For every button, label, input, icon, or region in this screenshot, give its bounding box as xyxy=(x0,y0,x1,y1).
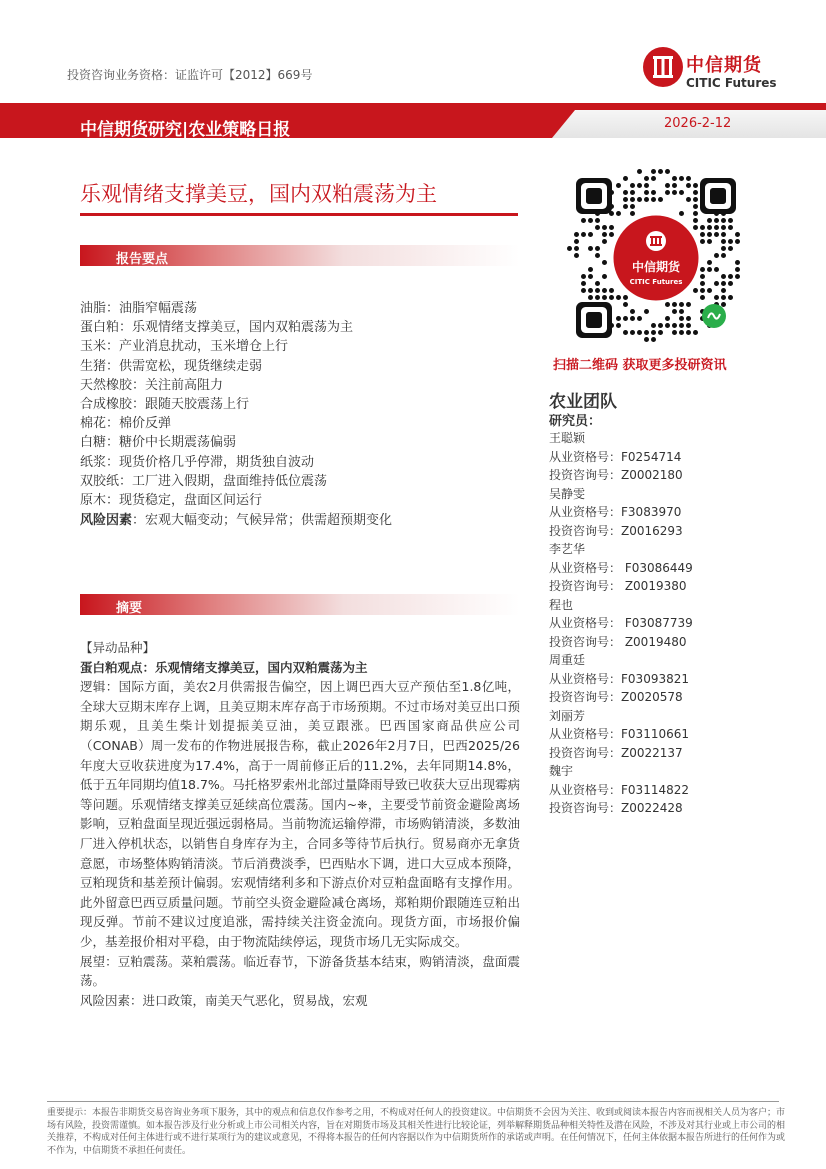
abstract-section-label: 摘要 xyxy=(116,601,143,616)
member-name xyxy=(549,485,693,504)
member-consult-label: 投资咨询号： xyxy=(549,579,622,593)
member-cert xyxy=(549,614,693,633)
member-consult-label: 投资咨询号： xyxy=(549,468,622,482)
key-point-item xyxy=(80,412,171,431)
logo-brand-en: CITIC Futures xyxy=(686,76,777,90)
headline-underline xyxy=(80,213,518,216)
risk-text: ：宏观大幅变动；气候异常；供需超预期变化 xyxy=(132,513,393,528)
key-point-item xyxy=(80,297,197,316)
member-name: 吴静雯 xyxy=(549,486,586,501)
key-point-text: 油脂窄幅震荡 xyxy=(119,301,198,316)
member-cert-label: 从业资格号： xyxy=(549,727,622,741)
member-consult: Z0019480 xyxy=(621,634,687,649)
key-point-text: 供需宽松，现货继续走弱 xyxy=(119,358,263,374)
qr-code[interactable] xyxy=(566,168,746,348)
key-point-text: 产业消息扰动，玉米增仓上行 xyxy=(119,339,289,355)
member-consult xyxy=(549,688,693,707)
member-cert xyxy=(549,503,693,522)
member-cert: F0254714 xyxy=(621,449,682,464)
member-cert-label: 从业资格号： xyxy=(549,671,622,686)
member-consult-label: 投资咨询号： xyxy=(549,634,622,649)
abstract-view: 蛋白粕观点：乐观情绪支撑美豆，国内双粕震荡为主 xyxy=(80,659,368,675)
member-cert xyxy=(549,781,693,800)
key-point-text: 工厂进入假期，盘面维持低位震荡 xyxy=(132,473,328,489)
member-cert: F03114822 xyxy=(621,782,689,797)
member-cert-label: 从业资格号： xyxy=(549,616,622,630)
key-point-text: 关注前高阻力 xyxy=(145,377,224,393)
member-cert-label: 从业资格号： xyxy=(549,505,622,519)
member-cert xyxy=(549,670,693,689)
team-subtitle: 研究员： xyxy=(549,414,602,429)
key-points-risk xyxy=(80,509,392,528)
member-cert xyxy=(549,725,693,744)
member-name xyxy=(549,707,693,726)
member-consult: Z0016293 xyxy=(621,523,683,538)
key-point-item xyxy=(80,489,262,508)
member-consult: Z0022428 xyxy=(621,801,683,815)
key-point-item xyxy=(80,431,236,450)
member-cert-label: 从业资格号： xyxy=(549,560,622,575)
member-name xyxy=(549,429,693,448)
qr-brand-cn: 中信期货 xyxy=(631,260,681,274)
key-points-section-label: 报告要点 xyxy=(116,252,169,267)
key-point-text: 现货价格几乎停滞，期货独自波动 xyxy=(119,454,315,470)
qr-caption: 扫描二维码 获取更多投研资讯 xyxy=(553,358,727,373)
member-consult: Z0002180 xyxy=(621,468,683,482)
member-name xyxy=(549,596,693,615)
key-point-label: 原木： xyxy=(80,493,120,508)
member-name xyxy=(549,540,693,559)
member-cert: F03110661 xyxy=(621,727,689,741)
member-consult: Z0022137 xyxy=(621,745,683,760)
key-point-label: 双胶纸： xyxy=(80,473,133,489)
key-point-item xyxy=(80,470,327,489)
key-point-label: 油脂： xyxy=(80,301,120,316)
logo-brand-cn: 中信期货 xyxy=(686,55,762,76)
member-cert: F3083970 xyxy=(621,505,682,519)
key-point-text: 糖价中长期震荡偏弱 xyxy=(119,435,237,451)
key-point-label: 纸浆： xyxy=(80,454,120,470)
member-consult-label: 投资咨询号： xyxy=(549,690,622,704)
member-name: 周重廷 xyxy=(549,653,586,667)
member-cert-label: 从业资格号： xyxy=(549,449,622,464)
abstract-body xyxy=(80,638,520,1010)
abstract-risk: 风险因素：进口政策，南美天气恶化，贸易战，宏观 xyxy=(80,992,368,1008)
member-name xyxy=(549,762,693,781)
team-title: 农业团队 xyxy=(549,392,617,412)
member-name xyxy=(549,651,693,670)
key-point-item xyxy=(80,374,223,393)
member-cert xyxy=(549,559,693,578)
member-consult-label: 投资咨询号： xyxy=(549,801,622,815)
member-cert: F03086449 xyxy=(621,560,693,575)
member-consult-label: 投资咨询号： xyxy=(549,745,622,760)
key-point-item xyxy=(80,393,249,412)
report-series-title: 中信期货研究|农业策略日报 xyxy=(80,120,291,140)
member-cert-label: 从业资格号： xyxy=(549,782,622,797)
member-consult xyxy=(549,466,693,485)
key-point-item xyxy=(80,355,262,374)
license-text: 投资咨询业务资格：证监许可【2012】669号 xyxy=(67,68,313,82)
member-name: 刘丽芳 xyxy=(549,708,586,723)
key-point-label: 棉花： xyxy=(80,416,120,432)
member-consult: Z0020578 xyxy=(621,690,683,704)
member-consult xyxy=(549,744,693,763)
key-point-label: 玉米： xyxy=(80,339,120,355)
headline: 乐观情绪支撑美豆，国内双粕震荡为主 xyxy=(80,182,437,206)
member-consult xyxy=(549,633,693,652)
abstract-logic: 逻辑：国际方面，美农2月供需报告偏空，因上调巴西大豆产预估至1.8亿吨，全球大豆期末库存上调，且美豆期末库存高于市场预期。不过市场对美豆出口预期乐观，且美生柴计划提振美豆油，美豆跟涨。巴西国家商品供应公司（CONAB）周一发布的作物进展报告称，截止2026年2月7日，巴西2025/26年度大豆收获进度为17.4%，高于一周前修正后的11.2%，去年同期14.8%，低于五年同期均值18.7%。马托格罗索州北部过量降雨导致已收获大豆出现霉病等问题。乐观情绪支撑美豆延续高位震荡。国内~❈，主要受节前资金避险离场影响，豆粕盘面呈现近强远弱格局。当前物流运输停滞，市场购销清淡，多数油厂进入停机状态，以销售自身库存为主，合同多等待节后执行。贸易商亦无拿货意愿，市场整体购销清淡。节后消费淡季，巴西贴水下调，进口大豆成本预降，豆粕现货和基差预计偏弱。宏观情绪利多和下游点价对豆粕盘面略有支撑作用。此外留意巴西豆质量问题。节前空头资金避险减仓离场，郑粕期价跟随连豆粕出现反弹。节前不建议过度追涨，需持续关注资金流向。现货方面，市场报价偏少，基差报价相对平稳，由于物流陆续停运，现货市场几无实际成交。 xyxy=(80,679,520,949)
member-consult xyxy=(549,522,693,541)
member-consult xyxy=(549,577,693,596)
key-point-text: 棉价反弹 xyxy=(119,416,172,432)
key-point-text: 现货稳定，盘面区间运行 xyxy=(119,493,263,508)
member-consult xyxy=(549,799,693,818)
member-name: 魏宇 xyxy=(549,764,574,778)
member-cert: F03093821 xyxy=(621,671,689,686)
risk-label: 风险因素 xyxy=(80,513,133,528)
key-point-text: 乐观情绪支撑美豆，国内双粕震荡为主 xyxy=(132,320,354,336)
report-date: 2026-2-12 xyxy=(664,116,732,131)
member-cert: F03087739 xyxy=(621,616,693,630)
key-point-label: 生猪： xyxy=(80,358,120,374)
citic-logo-icon xyxy=(641,45,685,89)
qr-brand-en: CITIC Futures xyxy=(629,278,683,286)
header-divider xyxy=(0,103,826,110)
abstract-section-bar xyxy=(80,594,520,615)
member-consult: Z0019380 xyxy=(621,579,687,593)
key-point-item xyxy=(80,451,314,470)
abstract-tag: 【异动品种】 xyxy=(80,640,156,655)
member-name: 王聪颖 xyxy=(549,431,586,445)
member-cert xyxy=(549,448,693,467)
key-point-item xyxy=(80,316,353,335)
member-consult-label: 投资咨询号： xyxy=(549,523,622,538)
footer-divider xyxy=(47,1101,779,1102)
abstract-outlook: 展望：豆粕震荡。菜粕震荡。临近春节，下游备货基本结束，购销清淡，盘面震荡。 xyxy=(80,953,520,989)
key-point-item xyxy=(80,335,288,354)
team-members-list xyxy=(549,429,693,818)
key-point-label: 天然橡胶： xyxy=(80,377,146,393)
key-point-text: 跟随天胶震荡上行 xyxy=(145,397,250,412)
key-point-label: 白糖： xyxy=(80,435,120,451)
key-point-label: 蛋白粕： xyxy=(80,320,133,336)
key-point-label: 合成橡胶： xyxy=(80,397,146,412)
member-name: 程也 xyxy=(549,597,574,612)
disclaimer: 重要提示：本报告非期货交易咨询业务项下服务，其中的观点和信息仅作参考之用，不构成对任何人的投资建议。中信期货不会因为关注、收到或阅读本报告内容而视相关人员为客户；市场有风险，投资需谨慎。如本报告涉及行业分析或上市公司相关内容，旨在对期货市场及其相关性进行比较论证，列举解释期货品种相关特性及潜在风险，不涉及对其行业或上市公司的相关推荐，不构成对任何主体进行或不进行某项行为的建议或意见，不得将本报告的任何内容据以作为中信期货所作的承诺或声明。在任何情况下，任何主体依据本报告所进行的任何作为或不作为，中信期货不承担任何责任。 xyxy=(47,1108,786,1156)
member-name: 李艺华 xyxy=(549,542,586,556)
